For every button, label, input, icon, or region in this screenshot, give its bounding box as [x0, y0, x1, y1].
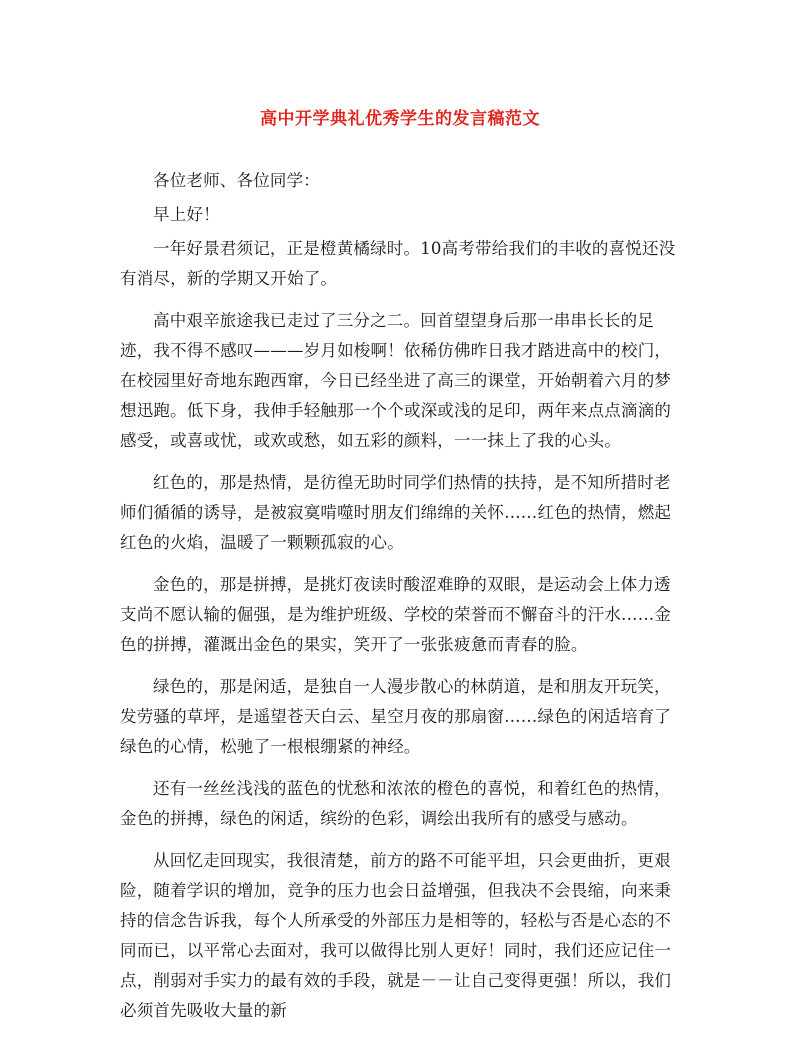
paragraph: 从回忆走回现实，我很清楚，前方的路不可能平坦，只会更曲折，更艰险，随着学识的增加，竞争的压力也会日益增强，但我决不会畏缩，向来秉持的信念告诉我，每个人所承受的外部压力是相等的，轻松与否是心态的不同而已，以平常心去面对，我可以做得比别人更好！同时，我们还应记住一点，削弱对手实力的最有效的手段，就是－－让自己变得更强！所以，我们必须首先吸收大量的新 — [120, 851, 672, 1020]
paragraph: 红色的，那是热情，是彷徨无助时同学们热情的扶持，是不知所措时老师们循循的诱导，是被寂寞啃噬时朋友们绵绵的关怀……红色的热情，燃起红色的火焰，温暖了一颗颗孤寂的心。 — [120, 473, 672, 552]
paragraph: 绿色的，那是闲适，是独自一人漫步散心的林荫道，是和朋友开玩笑，发劳骚的草坪，是遥望苍天白云、星空月夜的那扇窗……绿色的闲适培育了绿色的心情，松驰了一根根绷紧的神经。 — [120, 677, 672, 756]
document-title: 高中开学典礼优秀学生的发言稿范文 — [260, 109, 540, 129]
paragraph: 金色的，那是拼搏，是挑灯夜读时酸涩难睁的双眼，是运动会上体力透支尚不愿认输的倔强，是为维护班级、学校的荣誉而不懈奋斗的汗水……金色的拼搏，灌溉出金色的果实，笑开了一张张疲惫而青春的脸。 — [120, 575, 672, 654]
document-body — [120, 166, 676, 1038]
greeting: 早上好！ — [153, 205, 220, 224]
paragraph: 高中艰辛旅途我已走过了三分之二。回首望望身后那一串串长长的足迹，我不得不感叹———岁月如梭啊！依稀仿佛昨日我才踏进高中的校门，在校园里好奇地东跑西窜，今日已经坐进了高三的课堂，开始朝着六月的梦想迅跑。低下身，我伸手轻触那一个个或深或浅的足印，两年来点点滴滴的感受，或喜或忧，或欢或愁，如五彩的颜料，一一抹上了我的心头。 — [120, 311, 672, 450]
salutation: 各位老师、各位同学： — [153, 171, 320, 190]
paragraph: 一年好景君须记，正是橙黄橘绿时。10高考带给我们的丰收的喜悦还没有消尽，新的学期又开始了。 — [120, 239, 676, 288]
paragraph: 还有一丝丝浅浅的蓝色的忧愁和浓浓的橙色的喜悦，和着红色的热情，金色的拼搏，绿色的闲适，缤纷的色彩，调绘出我所有的感受与感动。 — [120, 779, 671, 828]
